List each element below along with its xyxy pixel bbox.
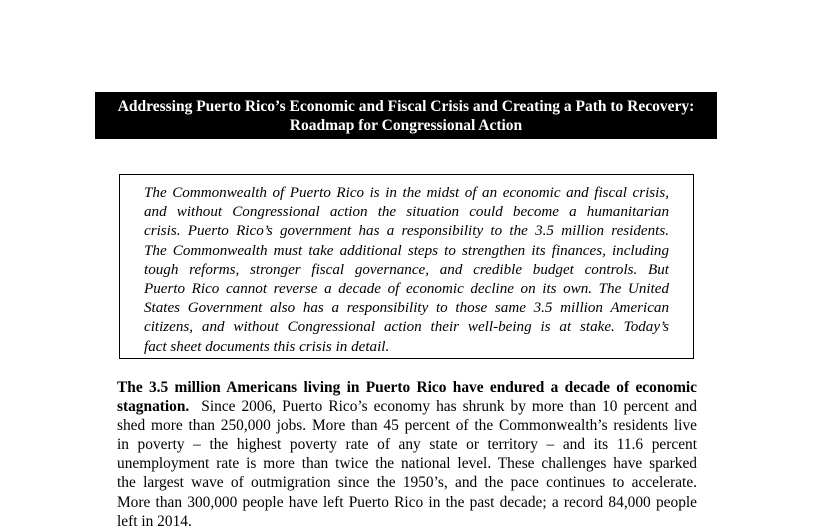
body-line: More than 300,000 people have left Puerto Rico in the past decade; a record 84,000 people bbox=[117, 493, 697, 511]
body-lead-line: The 3.5 million Americans living in Puerto Rico have endured a decade of economic bbox=[117, 379, 697, 396]
document-title-banner bbox=[95, 92, 717, 139]
summary-box bbox=[119, 174, 694, 359]
body-line: unemployment rate is more than twice the national level. These challenges have sparked bbox=[117, 455, 697, 473]
body-line-text: Since 2006, Puerto Rico’s economy has shrunk by more than 10 percent and bbox=[189, 398, 697, 416]
body-lead-bold: stagnation. bbox=[117, 398, 190, 416]
document-title-line-2: Roadmap for Congressional Action bbox=[289, 117, 523, 134]
body-line bbox=[117, 397, 697, 416]
summary-line: citizens, and without Congressional action their well-being is at stake. Today’s bbox=[144, 319, 669, 336]
summary-line: and without Congressional action the situation could become a humanitarian bbox=[144, 204, 669, 221]
summary-line: The Commonwealth must take additional steps to strengthen its finances, including bbox=[144, 242, 669, 259]
body-line: left in 2014. bbox=[117, 512, 192, 530]
body-line: in poverty – the highest poverty rate of any state or territory – and its 11.6 percent bbox=[117, 436, 697, 454]
summary-line: crisis. Puerto Rico’s government has a responsibility to the 3.5 million residents. bbox=[144, 223, 669, 240]
document-title-line-1: Addressing Puerto Rico’s Economic and Fiscal Crisis and Creating a Path to Recovery: bbox=[117, 98, 695, 115]
body-line: the largest wave of outmigration since the 1950’s, and the pace continues to accelerate. bbox=[117, 474, 697, 492]
body-paragraph bbox=[117, 378, 697, 531]
summary-line: The Commonwealth of Puerto Rico is in the midst of an economic and fiscal crisis, bbox=[144, 185, 669, 201]
summary-line: States Government also has a responsibility to those same 3.5 million American bbox=[144, 300, 669, 317]
summary-line: Puerto Rico cannot reverse a decade of economic decline on its own. The United bbox=[144, 281, 669, 298]
summary-line: fact sheet documents this crisis in detail. bbox=[144, 338, 390, 355]
body-line: shed more than 250,000 jobs. More than 45 percent of the Commonwealth’s residents live bbox=[117, 417, 697, 435]
summary-line: tough reforms, stronger fiscal governance, and credible budget controls. But bbox=[144, 261, 669, 278]
